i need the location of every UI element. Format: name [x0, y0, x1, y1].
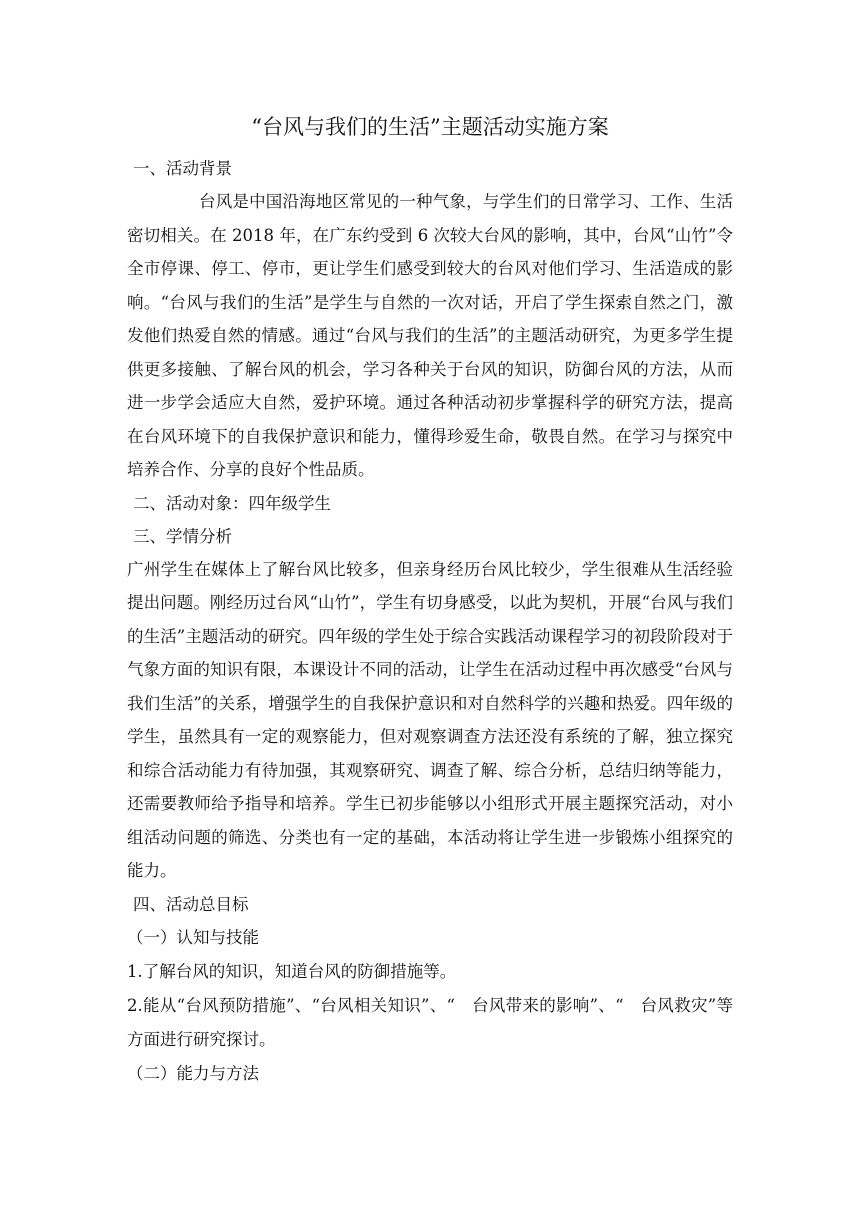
document-title: “台风与我们的生活”主题活动实施方案 — [251, 115, 609, 139]
goal-subheading-ability: （二）能力与方法 — [127, 1063, 259, 1083]
document-page — [127, 112, 733, 1091]
analysis-paragraph: 广州学生在媒体上了解台风比较多，但亲身经历台风比较少，学生很难从生活经验提出问题。刚经历过台风“山竹”，学生有切身感受，以此为契机，开展“台风与我们的生活”主题活动的研究。四年级的学生处于综合实践活动课程学习的初段阶段对于气象方面的知识有限，本课设计不同的活动，让学生在活动过程中再次感受“台风与我们生活”的关系，增强学生的自我保护意识和对自然科学的兴趣和热爱。四年级的学生，虽然具有一定的观察能力，但对观察调查方法还没有系统的了解，独立探究和综合活动能力有待加强，其观察研究、调查了解、综合分析，总结归纳等能力，还需要教师给予指导和培养。学生已初步能够以小组形式开展主题探究活动，对小组活动问题的筛选、分类也有一定的基础，本活动将让学生进一步锻炼小组探究的能力。 — [127, 559, 733, 880]
section-heading-analysis: 三、学情分析 — [133, 526, 232, 546]
background-paragraph: 台风是中国沿海地区常见的一种气象，与学生们的日常学习、工作、生活密切相关。在 2018 年，在广东约受到 6 次较大台风的影响，其中，台风“山竹”令全市停课、停工、停市，更让学生们感受到较大的台风对他们学习、生活造成的影响。“台风与我们的生活”是学生与自然的一次对话，开启了学生探索自然之门，激发他们热爱自然的情感。通过“台风与我们的生活”的主题活动研究，为更多学生提供更多接触、了解台风的机会，学习各种关于台风的知识，防御台风的方法，从而进一步学会适应大自然，爱护环境。通过各种活动初步掌握科学的研究方法，提高在台风环境下的自我保护意识和能力，懂得珍爱生命，敬畏自然。在学习与探究中培养合作、分享的良好个性品质。 — [127, 192, 733, 479]
section-heading-target: 二、活动对象：四年级学生 — [133, 493, 331, 513]
goal-item-1: 1.了解台风的知识，知道台风的防御措施等。 — [127, 961, 457, 981]
section-heading-goals: 四、活动总目标 — [133, 894, 249, 914]
goal-item-2: 2.能从“台风预防措施”、“台风相关知识”、“ 台风带来的影响”、“ 台风救灾”等方面进行研究探讨。 — [127, 995, 733, 1049]
goal-subheading-cognition: （一）认知与技能 — [127, 927, 259, 947]
section-heading-background: 一、活动背景 — [133, 159, 232, 178]
